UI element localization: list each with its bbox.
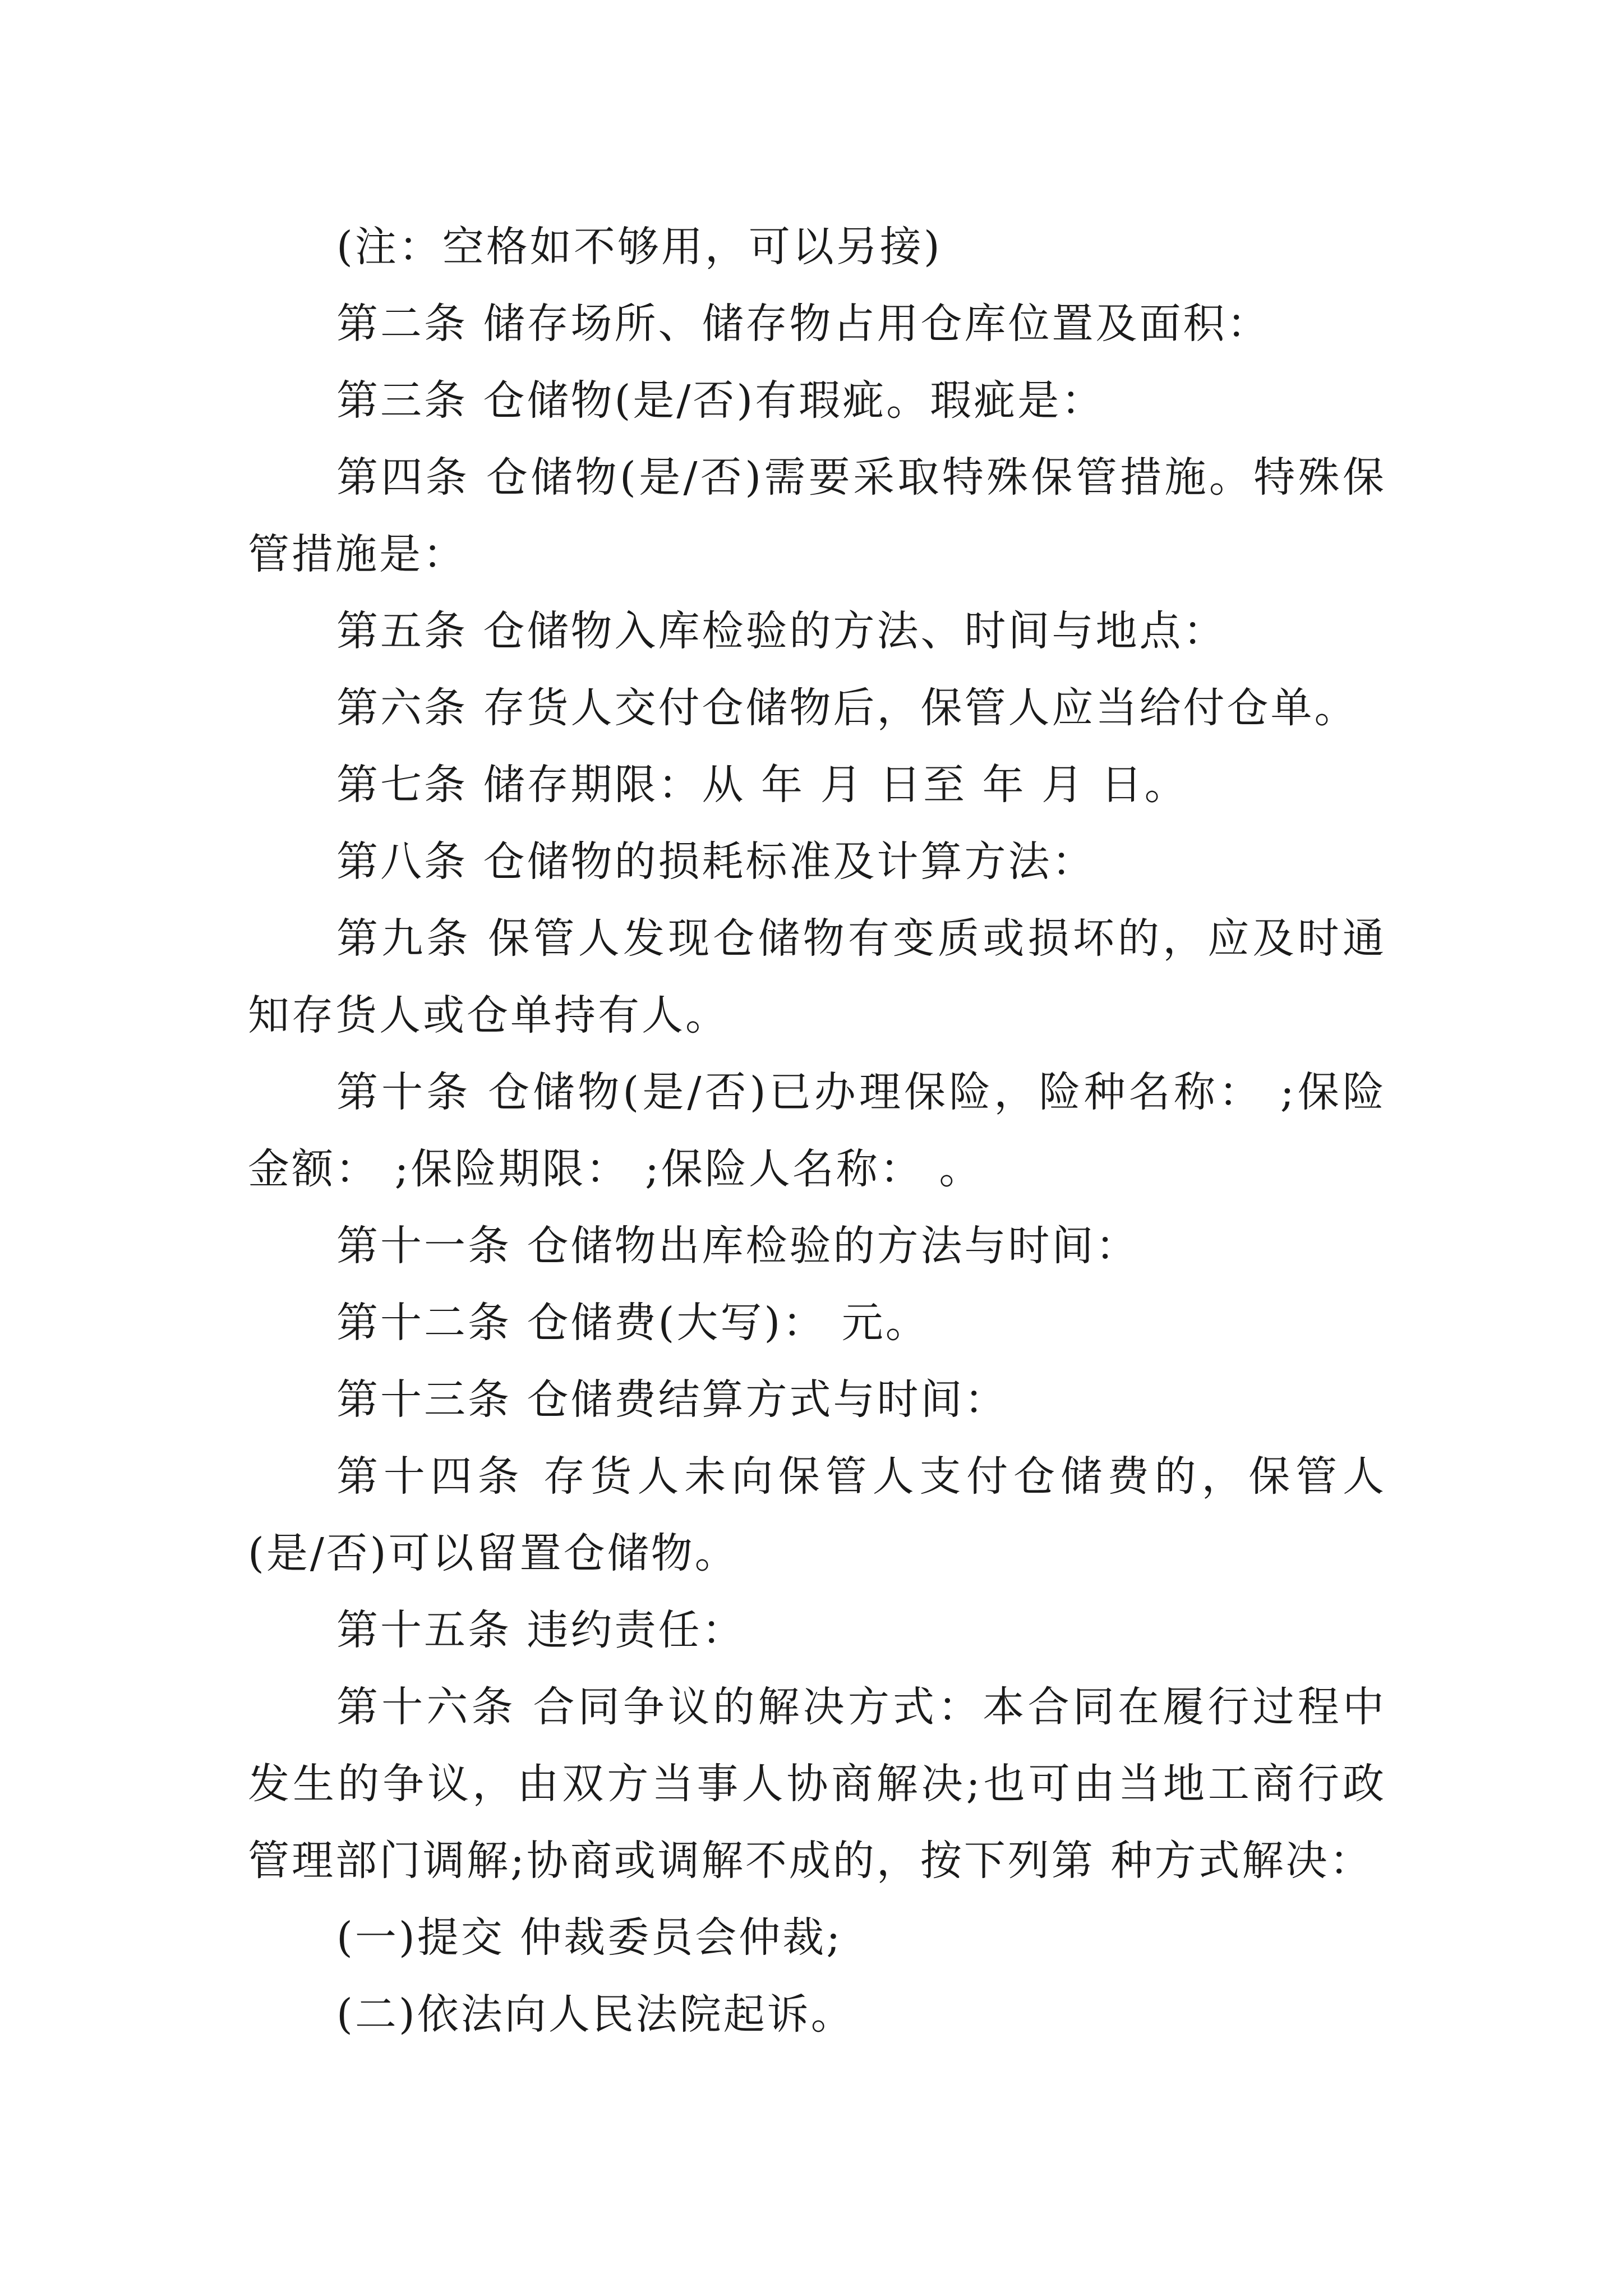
article-13: 第十三条 仓储费结算方式与时间： <box>336 1375 1008 1424</box>
article-2: 第二条 储存场所、储存物占用仓库位置及面积： <box>336 300 1271 348</box>
article-16: 第十六条 合同争议的解决方式：本合同在履行过程中发生的争议，由双方当事人协商解决;也可由当地工商行政管理部门调解;协商或调解不成的，按下列第 种方式解决： <box>248 1683 1386 1885</box>
article-15: 第十五条 违约责任： <box>336 1606 746 1654</box>
article-7: 第七条 储存期限：从 年 月 日至 年 月 日。 <box>336 761 1188 809</box>
article-12: 第十二条 仓储费(大写)： 元。 <box>336 1299 929 1347</box>
article-14: 第十四条 存货人未向保管人支付仓储费的，保管人(是/否)可以留置仓储物。 <box>248 1452 1386 1577</box>
article-11: 第十一条 仓储物出库检验的方法与时间： <box>336 1222 1140 1270</box>
article-9: 第九条 保管人发现仓储物有变质或损坏的，应及时通知存货人或仓单持有人。 <box>248 914 1386 1039</box>
article-10: 第十条 仓储物(是/否)已办理保险，险种名称： ;保险金额： ;保险期限： ;保险人名称： 。 <box>248 1068 1386 1193</box>
article-3: 第三条 仓储物(是/否)有瑕疵。瑕疵是： <box>336 376 1105 425</box>
article-8: 第八条 仓储物的损耗标准及计算方法： <box>336 838 1096 886</box>
article-6: 第六条 存货人交付仓储物后，保管人应当给付仓单。 <box>336 684 1358 732</box>
dispute-option-2: (二)依法向人民法院起诉。 <box>336 1990 855 2039</box>
note-line: (注：空格如不够用，可以另接) <box>336 223 942 271</box>
document-body <box>248 209 1386 2053</box>
dispute-option-1: (一)提交 仲裁委员会仲裁; <box>336 1913 843 1962</box>
article-4: 第四条 仓储物(是/否)需要采取特殊保管措施。特殊保管措施是： <box>248 453 1386 578</box>
article-5: 第五条 仓储物入库检验的方法、时间与地点： <box>336 607 1227 655</box>
